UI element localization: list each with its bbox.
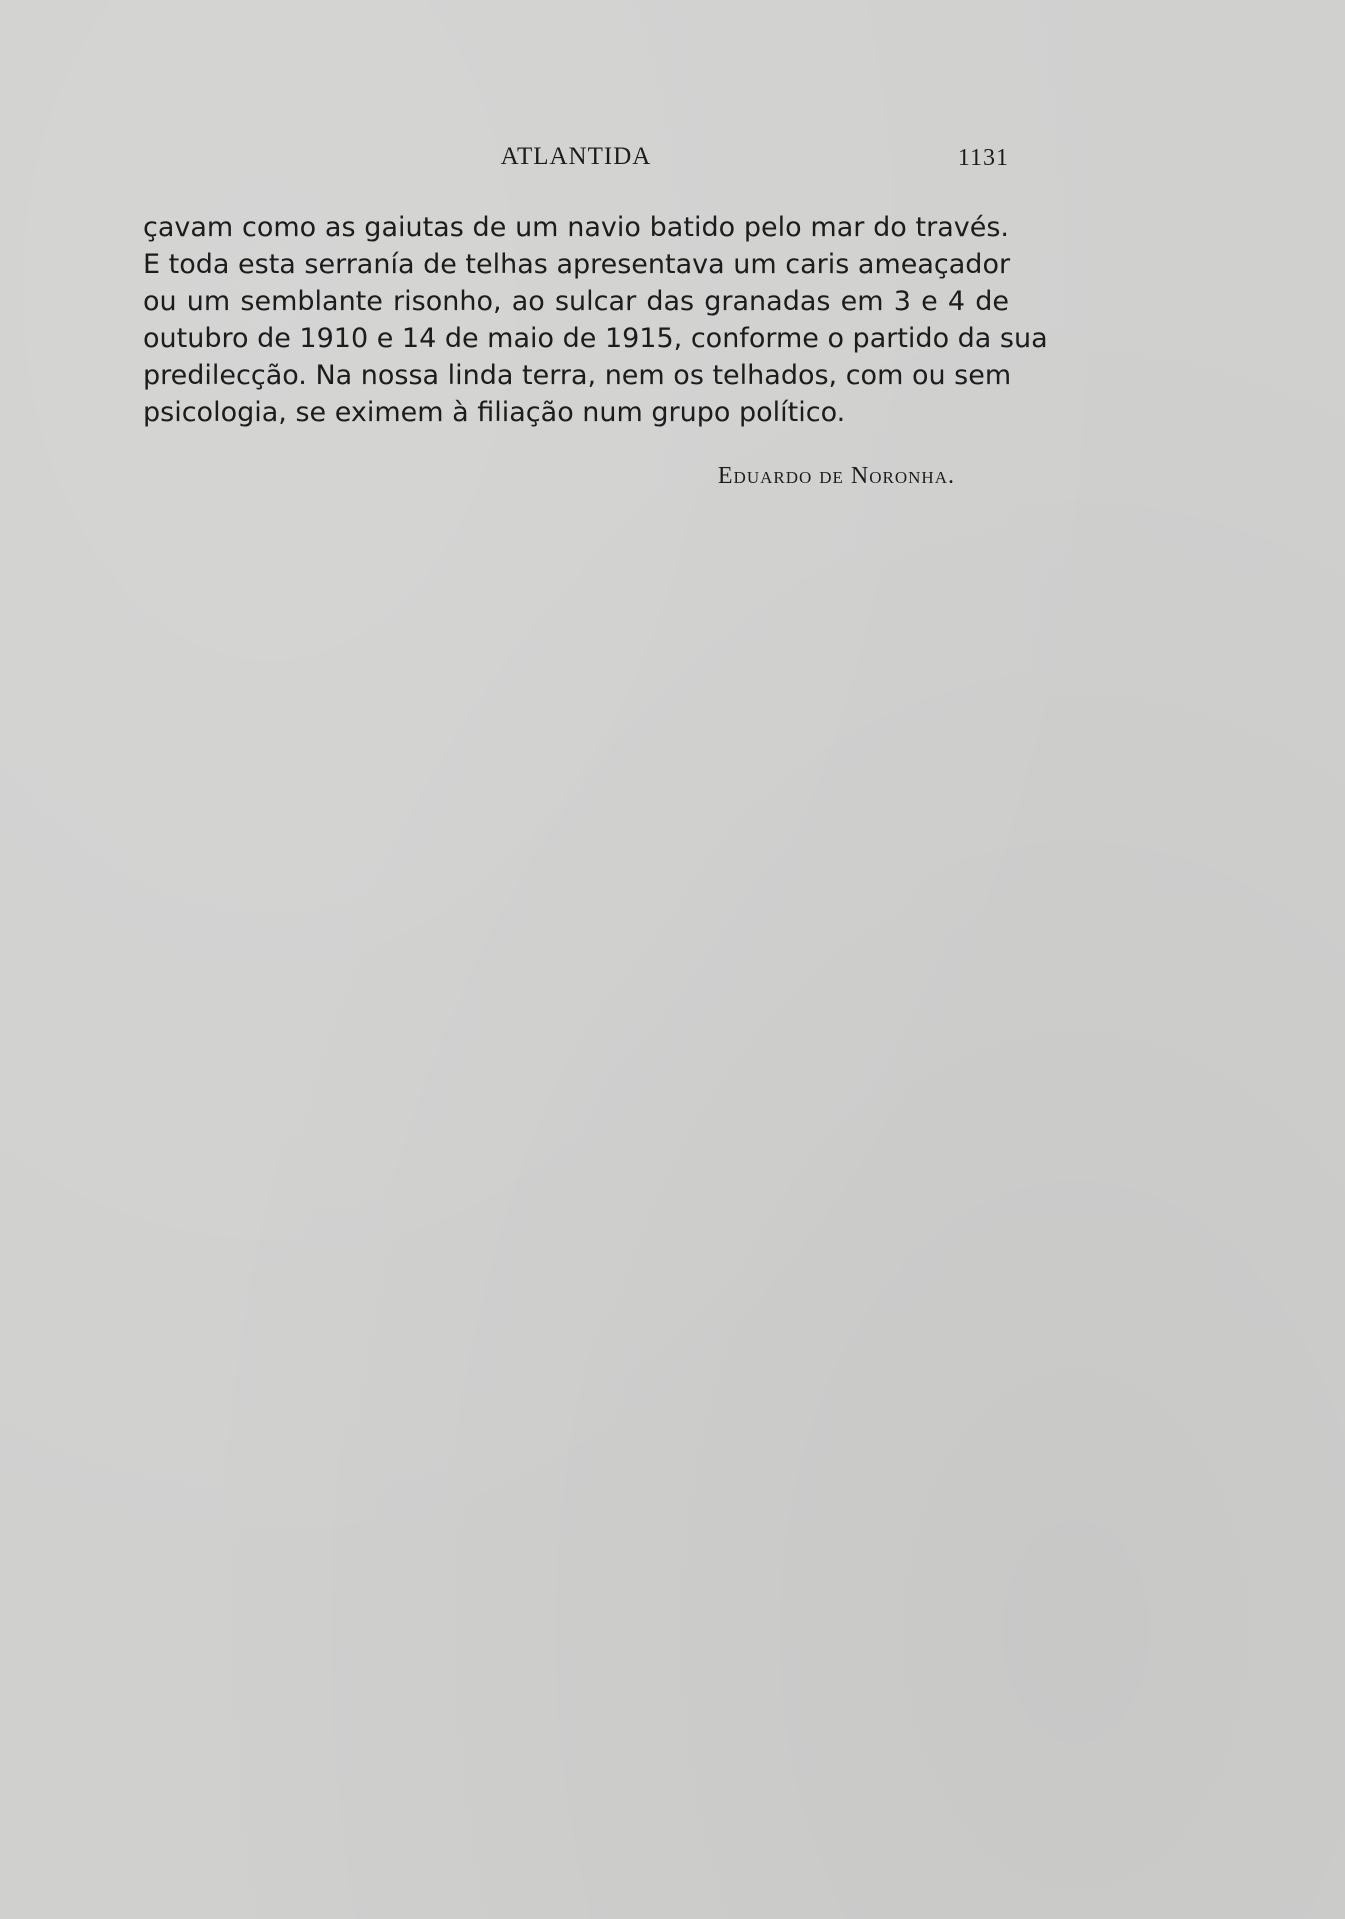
text-line: outubro de 1910 e 14 de maio de 1915, conforme o partido da sua [143, 323, 1048, 354]
body-paragraph [143, 209, 1048, 431]
text-line: E toda esta serranía de telhas apresentava um caris ameaçador [143, 249, 1011, 280]
page-number: 1131 [957, 145, 1009, 171]
running-title: ATLANTIDA [500, 143, 652, 170]
author-signature: Eduardo de Noronha. [717, 463, 955, 489]
text-line: çavam como as gaiutas de um navio batido pelo mar do través. [143, 212, 1009, 243]
text-line: predilecção. Na nossa linda terra, nem os telhados, com ou sem [143, 360, 1012, 391]
running-header [143, 143, 1009, 177]
text-line: psicologia, se eximem à filiação num grupo político. [143, 397, 846, 428]
text-line: ou um semblante risonho, ao sulcar das granadas em 3 e 4 de [143, 286, 1009, 317]
